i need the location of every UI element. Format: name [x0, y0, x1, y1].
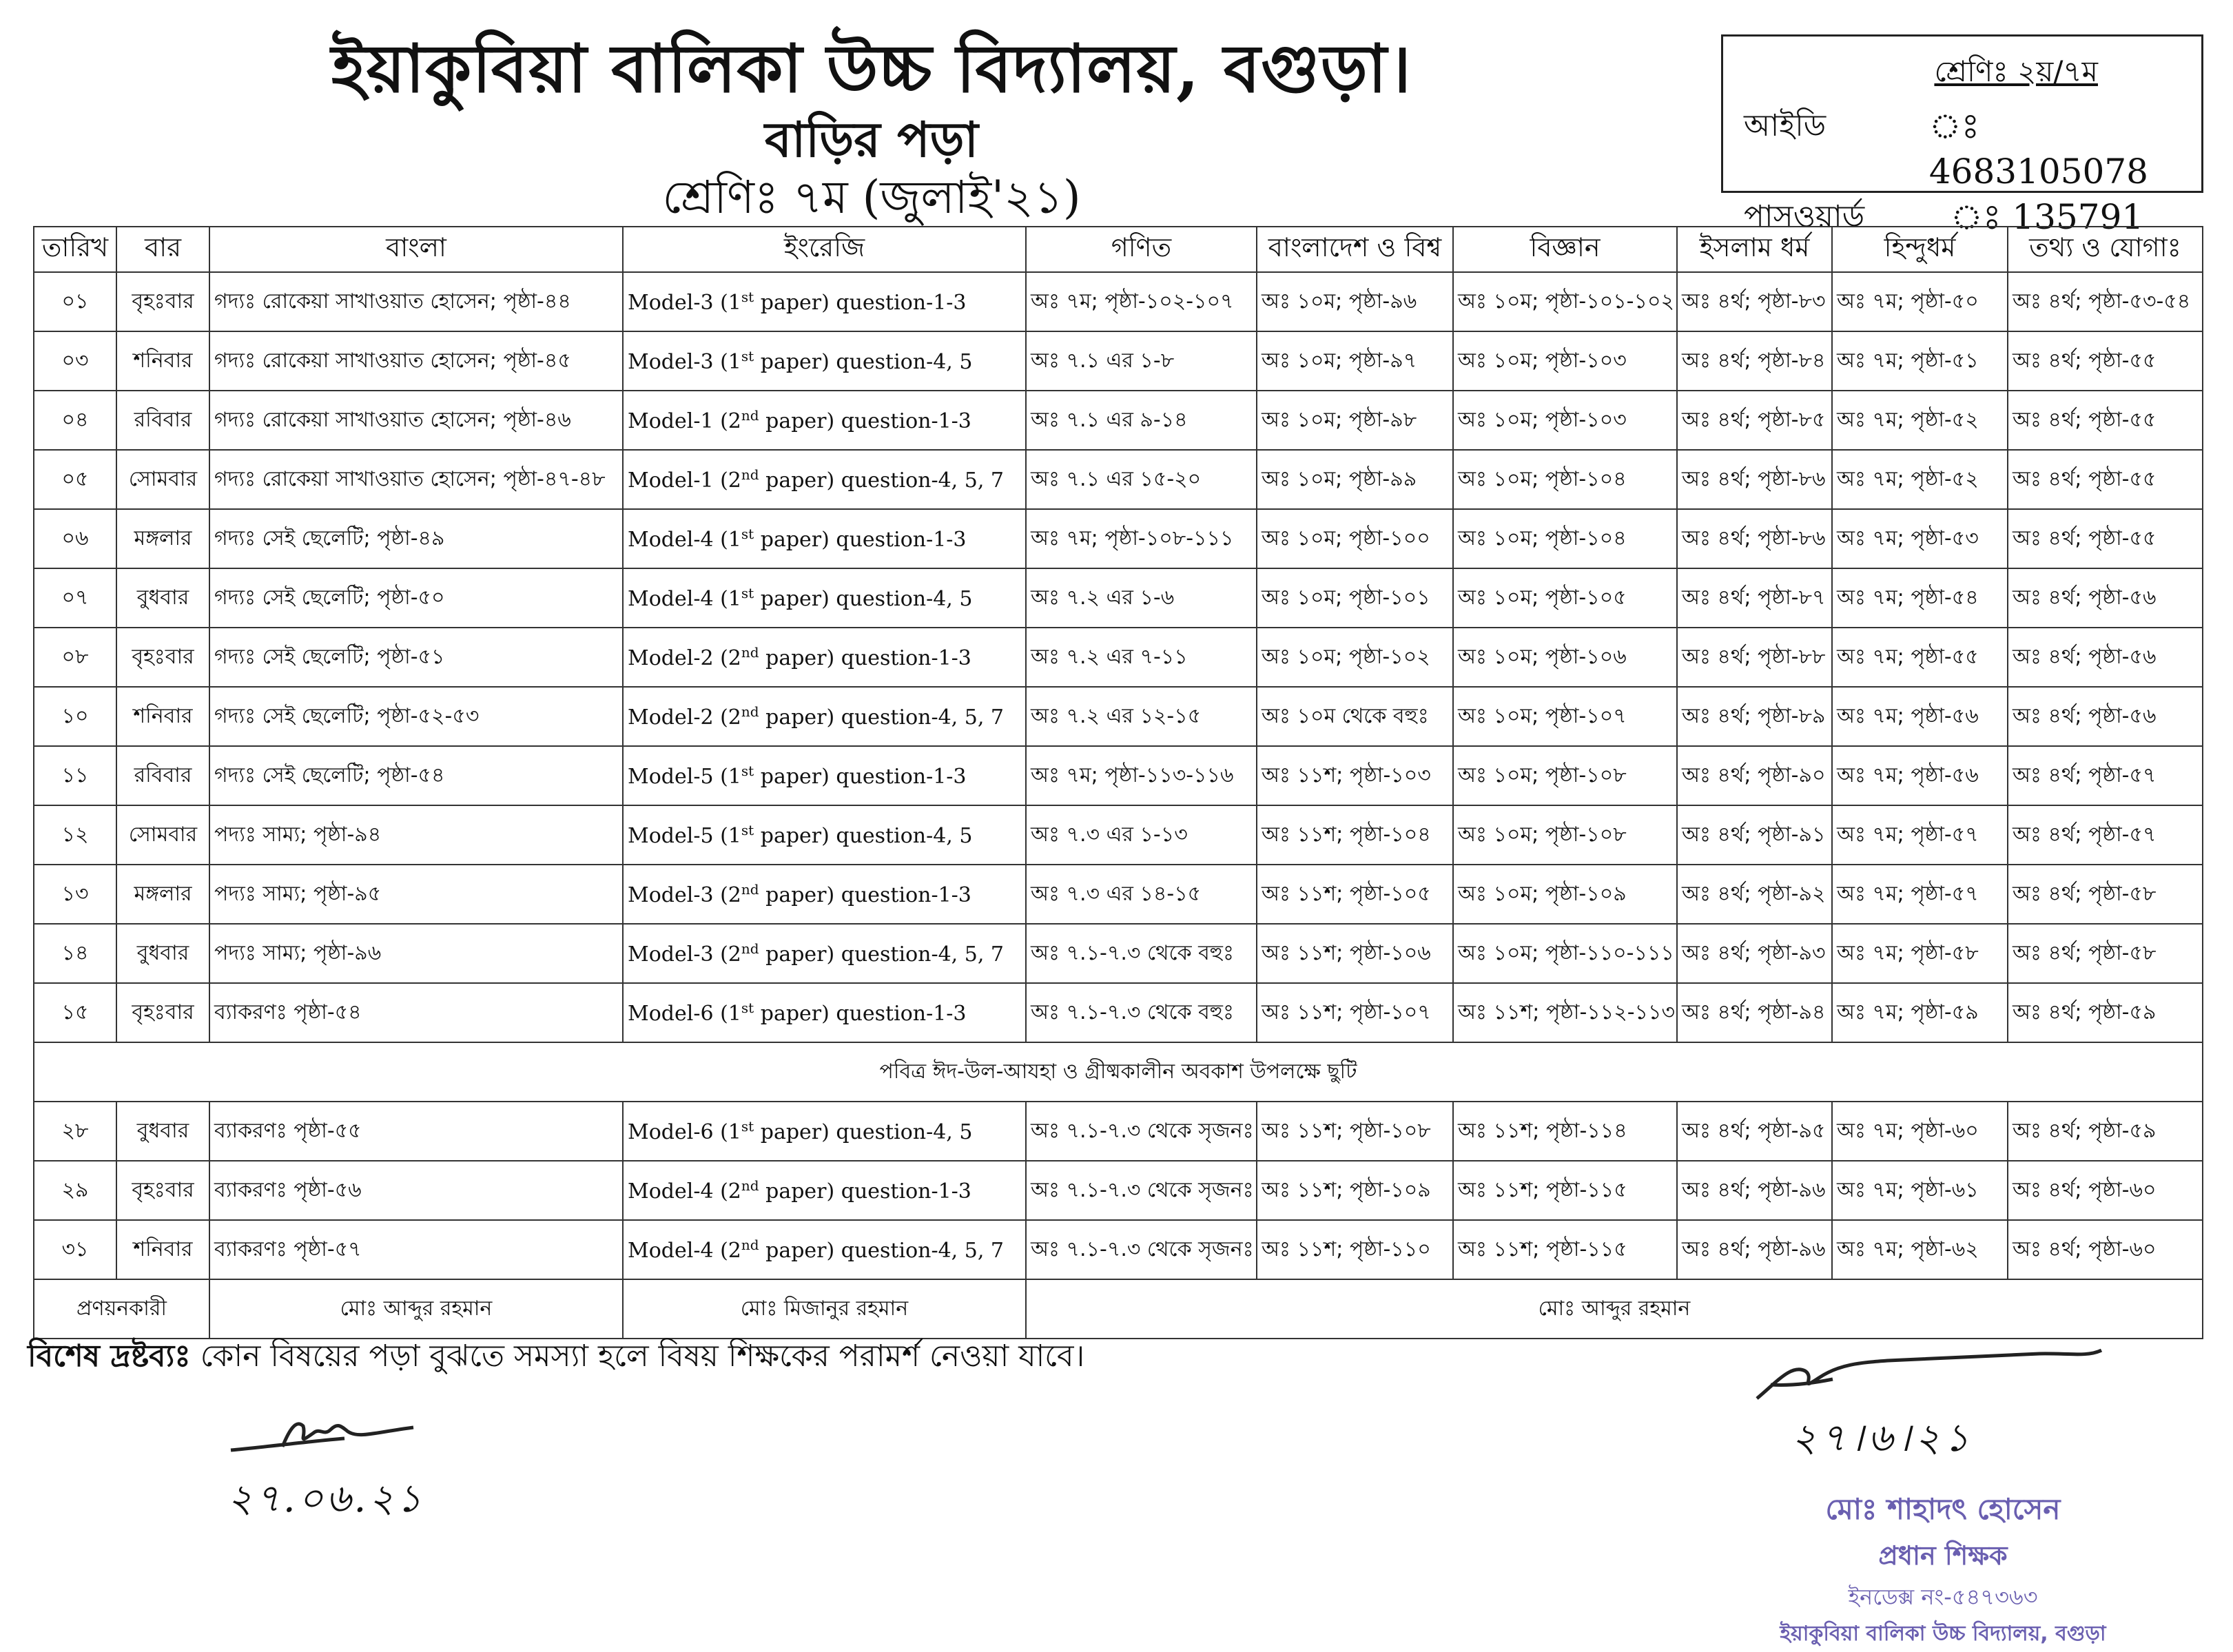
english-ordinal: st [741, 289, 754, 305]
credentials-class: শ্রেণিঃ ২য়/৭ম [1934, 54, 2098, 88]
english-ordinal: nd [741, 881, 759, 898]
english-question: paper) question-1-3 [759, 1179, 971, 1204]
english-ordinal: st [741, 1000, 754, 1016]
english-part: Model-5 (1 [628, 824, 741, 848]
class-line: শ্রেণিঃ ৭ম (জুলাই'২১) [662, 171, 1081, 224]
cell-day: মঙ্গলার [116, 509, 209, 568]
english-part: Model-2 (2 [628, 646, 741, 670]
english-question: paper) question-4, 5, 7 [759, 705, 1004, 730]
english-ordinal: st [741, 526, 754, 542]
cell-math: অঃ ৭.২ এর ৭-১১ [1026, 628, 1257, 687]
english-question: paper) question-1-3 [754, 1002, 967, 1026]
cell-bangladesh-world: অঃ ১১শ; পৃষ্ঠা-১০৪ [1257, 805, 1453, 865]
cell-science: অঃ ১০ম; পৃষ্ঠা-১০৮ [1453, 746, 1677, 805]
holiday-row [34, 1042, 2203, 1102]
table-row [34, 628, 2203, 687]
cell-ict: অঃ ৪র্থ; পৃষ্ঠা-৫৫ [2008, 450, 2203, 509]
table-row [34, 1220, 2203, 1279]
cell-english [623, 628, 1026, 687]
cell-bangla: গদ্যঃ সেই ছেলেটি; পৃষ্ঠা-৫০ [209, 568, 623, 628]
english-ordinal: nd [741, 940, 759, 957]
cell-math: অঃ ৭.১-৭.৩ থেকে সৃজনঃ [1026, 1161, 1257, 1220]
english-ordinal: nd [741, 703, 759, 720]
cell-math: অঃ ৭ম; পৃষ্ঠা-১১৩-১১৬ [1026, 746, 1257, 805]
cell-ict: অঃ ৪র্থ; পৃষ্ঠা-৬০ [2008, 1220, 2203, 1279]
cell-bangla: পদ্যঃ সাম্য; পৃষ্ঠা-৯৪ [209, 805, 623, 865]
note-label: বিশেষ দ্রষ্টব্যঃ [28, 1339, 191, 1374]
cell-islam: অঃ ৪র্থ; পৃষ্ঠা-৮৪ [1677, 331, 1832, 391]
cell-english [623, 805, 1026, 865]
cell-bangla: পদ্যঃ সাম্য; পৃষ্ঠা-৯৬ [209, 924, 623, 983]
seal-index: ইনডেক্স নং-৫৪৭৩৬৩ [1848, 1584, 2038, 1610]
cell-english [623, 1161, 1026, 1220]
cell-day: বৃহঃবার [116, 1161, 209, 1220]
cell-ict: অঃ ৪র্থ; পৃষ্ঠা-৫৮ [2008, 924, 2203, 983]
cell-day: বুধবার [116, 1102, 209, 1161]
header-math: গণিত [1026, 227, 1257, 272]
cell-ict: অঃ ৪র্থ; পৃষ্ঠা-৫৫ [2008, 391, 2203, 450]
cell-science: অঃ ১০ম; পৃষ্ঠা-১০৫ [1453, 568, 1677, 628]
cell-math: অঃ ৭.১-৭.৩ থেকে সৃজনঃ [1026, 1220, 1257, 1279]
cell-date: ০১ [34, 272, 116, 331]
signature-left-date: ২৭.০৬.২১ [227, 1476, 424, 1521]
cell-english [623, 687, 1026, 746]
cell-bangladesh-world: অঃ ১১শ; পৃষ্ঠা-১০৯ [1257, 1161, 1453, 1220]
english-part: Model-4 (2 [628, 1239, 741, 1263]
cell-bangla: ব্যাকরণঃ পৃষ্ঠা-৫৪ [209, 983, 623, 1042]
cell-islam: অঃ ৪র্থ; পৃষ্ঠা-৯৬ [1677, 1161, 1832, 1220]
cell-day: শনিবার [116, 1220, 209, 1279]
table-row [34, 687, 2203, 746]
cell-islam: অঃ ৪র্থ; পৃষ্ঠা-৮৫ [1677, 391, 1832, 450]
cell-day: বুধবার [116, 568, 209, 628]
cell-bangladesh-world: অঃ ১১শ; পৃষ্ঠা-১০৮ [1257, 1102, 1453, 1161]
cell-day: রবিবার [116, 746, 209, 805]
credentials-id-row [1744, 103, 2181, 194]
english-part: Model-1 (2 [628, 409, 741, 433]
password-label: পাসওয়ার্ড [1744, 199, 1865, 234]
cell-math: অঃ ৭.৩ এর ১৪-১৫ [1026, 865, 1257, 924]
english-question: paper) question-4, 5, 7 [759, 468, 1004, 493]
english-ordinal: nd [741, 1237, 759, 1253]
cell-science: অঃ ১১শ; পৃষ্ঠা-১১৪ [1453, 1102, 1677, 1161]
cell-hinduism: অঃ ৭ম; পৃষ্ঠা-৫৮ [1832, 924, 2008, 983]
cell-date: ০৭ [34, 568, 116, 628]
cell-hinduism: অঃ ৭ম; পৃষ্ঠা-৫৩ [1832, 509, 2008, 568]
cell-ict: অঃ ৪র্থ; পৃষ্ঠা-৫৮ [2008, 865, 2203, 924]
cell-math: অঃ ৭.১ এর ১-৮ [1026, 331, 1257, 391]
table-row [34, 924, 2203, 983]
special-note [28, 1333, 1084, 1383]
cell-islam: অঃ ৪র্থ; পৃষ্ঠা-৯৪ [1677, 983, 1832, 1042]
english-ordinal: nd [741, 644, 759, 661]
cell-hinduism: অঃ ৭ম; পৃষ্ঠা-৬২ [1832, 1220, 2008, 1279]
cell-hinduism: অঃ ৭ম; পৃষ্ঠা-৫২ [1832, 450, 2008, 509]
english-question: paper) question-4, 5, 7 [759, 1239, 1004, 1263]
cell-bangla: পদ্যঃ সাম্য; পৃষ্ঠা-৯৫ [209, 865, 623, 924]
english-part: Model-4 (2 [628, 1179, 741, 1204]
cell-islam: অঃ ৪র্থ; পৃষ্ঠা-৯২ [1677, 865, 1832, 924]
signature-right-date: ২৭।৬।২১ [1791, 1416, 1974, 1460]
cell-english [623, 865, 1026, 924]
cell-day: বৃহঃবার [116, 272, 209, 331]
table-row [34, 391, 2203, 450]
holiday-notice: পবিত্র ঈদ-উল-আযহা ও গ্রীষ্মকালীন অবকাশ উপলক্ষে ছুটি [34, 1042, 2203, 1102]
cell-bangladesh-world: অঃ ১০ম; পৃষ্ঠা-৯৬ [1257, 272, 1453, 331]
english-ordinal: st [741, 763, 754, 779]
header-islam: ইসলাম ধর্ম [1677, 227, 1832, 272]
cell-english [623, 1102, 1026, 1161]
cell-english [623, 272, 1026, 331]
cell-bangla: গদ্যঃ রোকেয়া সাখাওয়াত হোসেন; পৃষ্ঠা-৪৫ [209, 331, 623, 391]
english-part: Model-1 (2 [628, 468, 741, 493]
cell-islam: অঃ ৪র্থ; পৃষ্ঠা-৮৬ [1677, 509, 1832, 568]
cell-science: অঃ ১০ম; পৃষ্ঠা-১০৩ [1453, 331, 1677, 391]
cell-ict: অঃ ৪র্থ; পৃষ্ঠা-৫৯ [2008, 1102, 2203, 1161]
cell-date: ০৩ [34, 331, 116, 391]
english-part: Model-3 (2 [628, 883, 741, 907]
header-hinduism: হিন্দুধর্ম [1832, 227, 2008, 272]
cell-english [623, 331, 1026, 391]
cell-hinduism: অঃ ৭ম; পৃষ্ঠা-৫৯ [1832, 983, 2008, 1042]
english-part: Model-6 (1 [628, 1120, 741, 1144]
table-row [34, 865, 2203, 924]
cell-date: ১২ [34, 805, 116, 865]
cell-math: অঃ ৭ম; পৃষ্ঠা-১০২-১০৭ [1026, 272, 1257, 331]
table-row [34, 983, 2203, 1042]
english-part: Model-3 (2 [628, 942, 741, 967]
cell-date: ১১ [34, 746, 116, 805]
cell-math: অঃ ৭.১-৭.৩ থেকে সৃজনঃ [1026, 1102, 1257, 1161]
cell-ict: অঃ ৪র্থ; পৃষ্ঠা-৫৭ [2008, 805, 2203, 865]
english-part: Model-4 (1 [628, 587, 741, 611]
cell-date: ১৪ [34, 924, 116, 983]
cell-math: অঃ ৭.২ এর ১২-১৫ [1026, 687, 1257, 746]
cell-hinduism: অঃ ৭ম; পৃষ্ঠা-৫০ [1832, 272, 2008, 331]
document-subtitle: বাড়ির পড়া [765, 111, 978, 168]
cell-date: ১৩ [34, 865, 116, 924]
cell-ict: অঃ ৪র্থ; পৃষ্ঠা-৫৯ [2008, 983, 2203, 1042]
cell-day: শনিবার [116, 687, 209, 746]
cell-day: সোমবার [116, 450, 209, 509]
table-row [34, 1161, 2203, 1220]
seal-name: মোঃ শাহাদৎ হোসেন [1825, 1492, 2061, 1526]
cell-day: রবিবার [116, 391, 209, 450]
cell-bangladesh-world: অঃ ১০ম; পৃষ্ঠা-১০০ [1257, 509, 1453, 568]
table-row [34, 450, 2203, 509]
cell-ict: অঃ ৪র্থ; পৃষ্ঠা-৫৬ [2008, 568, 2203, 628]
table-row [34, 805, 2203, 865]
cell-islam: অঃ ৪র্থ; পৃষ্ঠা-৮৭ [1677, 568, 1832, 628]
signature-right [1750, 1343, 2136, 1652]
cell-islam: অঃ ৪র্থ; পৃষ্ঠা-৯১ [1677, 805, 1832, 865]
cell-islam: অঃ ৪র্থ; পৃষ্ঠা-৮৮ [1677, 628, 1832, 687]
cell-islam: অঃ ৪র্থ; পৃষ্ঠা-৯০ [1677, 746, 1832, 805]
signature-left [227, 1412, 424, 1534]
header-english: ইংরেজি [623, 227, 1026, 272]
cell-english [623, 568, 1026, 628]
cell-bangladesh-world: অঃ ১১শ; পৃষ্ঠা-১১০ [1257, 1220, 1453, 1279]
cell-bangla: গদ্যঃ সেই ছেলেটি; পৃষ্ঠা-৫২-৫৩ [209, 687, 623, 746]
english-question: paper) question-1-3 [754, 765, 967, 789]
cell-science: অঃ ১০ম; পৃষ্ঠা-১০৬ [1453, 628, 1677, 687]
cell-hinduism: অঃ ৭ম; পৃষ্ঠা-৫৫ [1832, 628, 2008, 687]
cell-math: অঃ ৭.২ এর ১-৬ [1026, 568, 1257, 628]
cell-bangladesh-world: অঃ ১১শ; পৃষ্ঠা-১০৩ [1257, 746, 1453, 805]
english-part: Model-5 (1 [628, 765, 741, 789]
cell-english [623, 1220, 1026, 1279]
english-part: Model-4 (1 [628, 528, 741, 552]
password-value: ঃ 135791 [1951, 197, 2144, 237]
table-row [34, 568, 2203, 628]
cell-date: ০৮ [34, 628, 116, 687]
cell-science: অঃ ১০ম; পৃষ্ঠা-১০৭ [1453, 687, 1677, 746]
credentials-box [1721, 34, 2203, 237]
cell-bangladesh-world: অঃ ১০ম থেকে বহুঃ [1257, 687, 1453, 746]
cell-ict: অঃ ৪র্থ; পৃষ্ঠা-৫৭ [2008, 746, 2203, 805]
cell-science: অঃ ১০ম; পৃষ্ঠা-১০৪ [1453, 450, 1677, 509]
cell-date: ২৯ [34, 1161, 116, 1220]
cell-islam: অঃ ৪র্থ; পৃষ্ঠা-৮৯ [1677, 687, 1832, 746]
english-ordinal: st [741, 1118, 754, 1135]
english-question: paper) question-1-3 [759, 646, 971, 670]
english-ordinal: nd [741, 1177, 759, 1194]
id-value: ঃ 4683105078 [1928, 106, 2148, 192]
cell-day: শনিবার [116, 331, 209, 391]
cell-english [623, 924, 1026, 983]
cell-bangladesh-world: অঃ ১০ম; পৃষ্ঠা-১০১ [1257, 568, 1453, 628]
cell-islam: অঃ ৪র্থ; পৃষ্ঠা-৮৩ [1677, 272, 1832, 331]
cell-bangla: গদ্যঃ রোকেয়া সাখাওয়াত হোসেন; পৃষ্ঠা-৪৪ [209, 272, 623, 331]
cell-bangla: গদ্যঃ রোকেয়া সাখাওয়াত হোসেন; পৃষ্ঠা-৪৬ [209, 391, 623, 450]
cell-islam: অঃ ৪র্থ; পৃষ্ঠা-৯৬ [1677, 1220, 1832, 1279]
table-row [34, 746, 2203, 805]
cell-bangladesh-world: অঃ ১১শ; পৃষ্ঠা-১০৫ [1257, 865, 1453, 924]
english-part: Model-2 (2 [628, 705, 741, 730]
cell-hinduism: অঃ ৭ম; পৃষ্ঠা-৫৬ [1832, 687, 2008, 746]
cell-math: অঃ ৭ম; পৃষ্ঠা-১০৮-১১১ [1026, 509, 1257, 568]
cell-bangladesh-world: অঃ ১০ম; পৃষ্ঠা-১০২ [1257, 628, 1453, 687]
cell-hinduism: অঃ ৭ম; পৃষ্ঠা-৬১ [1832, 1161, 2008, 1220]
prepared-by-bangla: মোঃ আব্দুর রহমান [209, 1279, 623, 1339]
cell-date: ২৮ [34, 1102, 116, 1161]
cell-english [623, 746, 1026, 805]
english-ordinal: nd [741, 407, 759, 424]
cell-bangla: ব্যাকরণঃ পৃষ্ঠা-৫৫ [209, 1102, 623, 1161]
cell-date: ০৫ [34, 450, 116, 509]
cell-science: অঃ ১০ম; পৃষ্ঠা-১০৮ [1453, 805, 1677, 865]
english-ordinal: st [741, 822, 754, 838]
cell-bangla: গদ্যঃ সেই ছেলেটি; পৃষ্ঠা-৪৯ [209, 509, 623, 568]
cell-science: অঃ ১০ম; পৃষ্ঠা-১০৪ [1453, 509, 1677, 568]
cell-math: অঃ ৭.১ এর ৯-১৪ [1026, 391, 1257, 450]
signature-left-icon [227, 1412, 420, 1460]
cell-hinduism: অঃ ৭ম; পৃষ্ঠা-৫১ [1832, 331, 2008, 391]
cell-science: অঃ ১০ম; পৃষ্ঠা-১০৯ [1453, 865, 1677, 924]
cell-date: ৩১ [34, 1220, 116, 1279]
cell-bangla: গদ্যঃ সেই ছেলেটি; পৃষ্ঠা-৫১ [209, 628, 623, 687]
cell-day: মঙ্গলার [116, 865, 209, 924]
header-ict: তথ্য ও যোগাঃ [2008, 227, 2203, 272]
prepared-by-others: মোঃ আব্দুর রহমান [1026, 1279, 2203, 1339]
english-question: paper) question-4, 5 [754, 587, 973, 611]
cell-bangladesh-world: অঃ ১০ম; পৃষ্ঠা-৯৮ [1257, 391, 1453, 450]
cell-day: বৃহঃবার [116, 983, 209, 1042]
cell-bangla: ব্যাকরণঃ পৃষ্ঠা-৫৬ [209, 1161, 623, 1220]
cell-ict: অঃ ৪র্থ; পৃষ্ঠা-৬০ [2008, 1161, 2203, 1220]
cell-date: ০৬ [34, 509, 116, 568]
cell-bangladesh-world: অঃ ১০ম; পৃষ্ঠা-৯৭ [1257, 331, 1453, 391]
cell-date: ০৪ [34, 391, 116, 450]
header-bangla: বাংলা [209, 227, 623, 272]
table-header-row [34, 227, 2203, 272]
signature-right-icon [1750, 1343, 2108, 1405]
cell-hinduism: অঃ ৭ম; পৃষ্ঠা-৫৭ [1832, 805, 2008, 865]
school-name: ইয়াকুবিয়া বালিকা উচ্চ বিদ্যালয়, বগুড়া। [331, 30, 1412, 107]
cell-english [623, 509, 1026, 568]
cell-hinduism: অঃ ৭ম; পৃষ্ঠা-৫৪ [1832, 568, 2008, 628]
english-question: paper) question-4, 5, 7 [759, 942, 1004, 967]
cell-science: অঃ ১১শ; পৃষ্ঠা-১১২-১১৩ [1453, 983, 1677, 1042]
english-part: Model-6 (1 [628, 1002, 741, 1026]
cell-math: অঃ ৭.৩ এর ১-১৩ [1026, 805, 1257, 865]
cell-islam: অঃ ৪র্থ; পৃষ্ঠা-৮৬ [1677, 450, 1832, 509]
cell-hinduism: অঃ ৭ম; পৃষ্ঠা-৫২ [1832, 391, 2008, 450]
english-ordinal: st [741, 348, 754, 364]
cell-bangladesh-world: অঃ ১০ম; পৃষ্ঠা-৯৯ [1257, 450, 1453, 509]
headmaster-seal [1750, 1487, 2136, 1652]
english-question: paper) question-1-3 [759, 883, 971, 907]
cell-islam: অঃ ৪র্থ; পৃষ্ঠা-৯৫ [1677, 1102, 1832, 1161]
prepared-by-label: প্রণয়নকারী [34, 1279, 209, 1339]
english-question: paper) question-1-3 [759, 409, 971, 433]
english-question: paper) question-1-3 [754, 291, 967, 315]
english-part: Model-3 (1 [628, 350, 741, 374]
english-question: paper) question-4, 5 [754, 350, 973, 374]
cell-day: সোমবার [116, 805, 209, 865]
cell-ict: অঃ ৪র্থ; পৃষ্ঠা-৫৩-৫৪ [2008, 272, 2203, 331]
cell-science: অঃ ১১শ; পৃষ্ঠা-১১৫ [1453, 1220, 1677, 1279]
cell-ict: অঃ ৪র্থ; পৃষ্ঠা-৫৬ [2008, 687, 2203, 746]
cell-ict: অঃ ৪র্থ; পৃষ্ঠা-৫৫ [2008, 509, 2203, 568]
cell-ict: অঃ ৪র্থ; পৃষ্ঠা-৫৬ [2008, 628, 2203, 687]
id-label: আইডি [1744, 108, 1826, 143]
cell-day: বুধবার [116, 924, 209, 983]
cell-bangla: গদ্যঃ রোকেয়া সাখাওয়াত হোসেন; পৃষ্ঠা-৪৭-৪৮ [209, 450, 623, 509]
cell-science: অঃ ১০ম; পৃষ্ঠা-১০৩ [1453, 391, 1677, 450]
cell-english [623, 983, 1026, 1042]
english-ordinal: st [741, 585, 754, 601]
cell-science: অঃ ১০ম; পৃষ্ঠা-১১০-১১১ [1453, 924, 1677, 983]
cell-math: অঃ ৭.১-৭.৩ থেকে বহুঃ [1026, 983, 1257, 1042]
cell-ict: অঃ ৪র্থ; পৃষ্ঠা-৫৫ [2008, 331, 2203, 391]
header-science: বিজ্ঞান [1453, 227, 1677, 272]
english-question: paper) question-4, 5 [754, 1120, 973, 1144]
english-ordinal: nd [741, 466, 759, 483]
table-row [34, 331, 2203, 391]
seal-designation: প্রধান শিক্ষক [1878, 1540, 2008, 1571]
prepared-by-english: মোঃ মিজানুর রহমান [623, 1279, 1026, 1339]
header-day: বার [116, 227, 209, 272]
cell-math: অঃ ৭.১ এর ১৫-২০ [1026, 450, 1257, 509]
cell-bangladesh-world: অঃ ১১শ; পৃষ্ঠা-১০৬ [1257, 924, 1453, 983]
cell-hinduism: অঃ ৭ম; পৃষ্ঠা-৬০ [1832, 1102, 2008, 1161]
table-row [34, 1102, 2203, 1161]
table-row [34, 272, 2203, 331]
cell-math: অঃ ৭.১-৭.৩ থেকে বহুঃ [1026, 924, 1257, 983]
cell-hinduism: অঃ ৭ম; পৃষ্ঠা-৫৬ [1832, 746, 2008, 805]
document-header [0, 28, 1743, 226]
cell-english [623, 391, 1026, 450]
english-part: Model-3 (1 [628, 291, 741, 315]
english-question: paper) question-1-3 [754, 528, 967, 552]
table-row [34, 509, 2203, 568]
homework-table [33, 226, 2203, 1339]
footer-row [34, 1279, 2203, 1339]
cell-science: অঃ ১১শ; পৃষ্ঠা-১১৫ [1453, 1161, 1677, 1220]
cell-english [623, 450, 1026, 509]
cell-islam: অঃ ৪র্থ; পৃষ্ঠা-৯৩ [1677, 924, 1832, 983]
header-date: তারিখ [34, 227, 116, 272]
english-question: paper) question-4, 5 [754, 824, 973, 848]
cell-hinduism: অঃ ৭ম; পৃষ্ঠা-৫৭ [1832, 865, 2008, 924]
cell-bangladesh-world: অঃ ১১শ; পৃষ্ঠা-১০৭ [1257, 983, 1453, 1042]
cell-bangla: ব্যাকরণঃ পৃষ্ঠা-৫৭ [209, 1220, 623, 1279]
cell-day: বৃহঃবার [116, 628, 209, 687]
cell-bangla: গদ্যঃ সেই ছেলেটি; পৃষ্ঠা-৫৪ [209, 746, 623, 805]
cell-date: ১০ [34, 687, 116, 746]
cell-science: অঃ ১০ম; পৃষ্ঠা-১০১-১০২ [1453, 272, 1677, 331]
header-bangladesh-world: বাংলাদেশ ও বিশ্ব [1257, 227, 1453, 272]
cell-date: ১৫ [34, 983, 116, 1042]
note-text: কোন বিষয়ের পড়া বুঝতে সমস্যা হলে বিষয় শিক্ষকের পরামর্শ নেওয়া যাবে। [190, 1339, 1085, 1374]
seal-school: ইয়াকুবিয়া বালিকা উচ্চ বিদ্যালয়, বগুড়া [1780, 1622, 2106, 1646]
